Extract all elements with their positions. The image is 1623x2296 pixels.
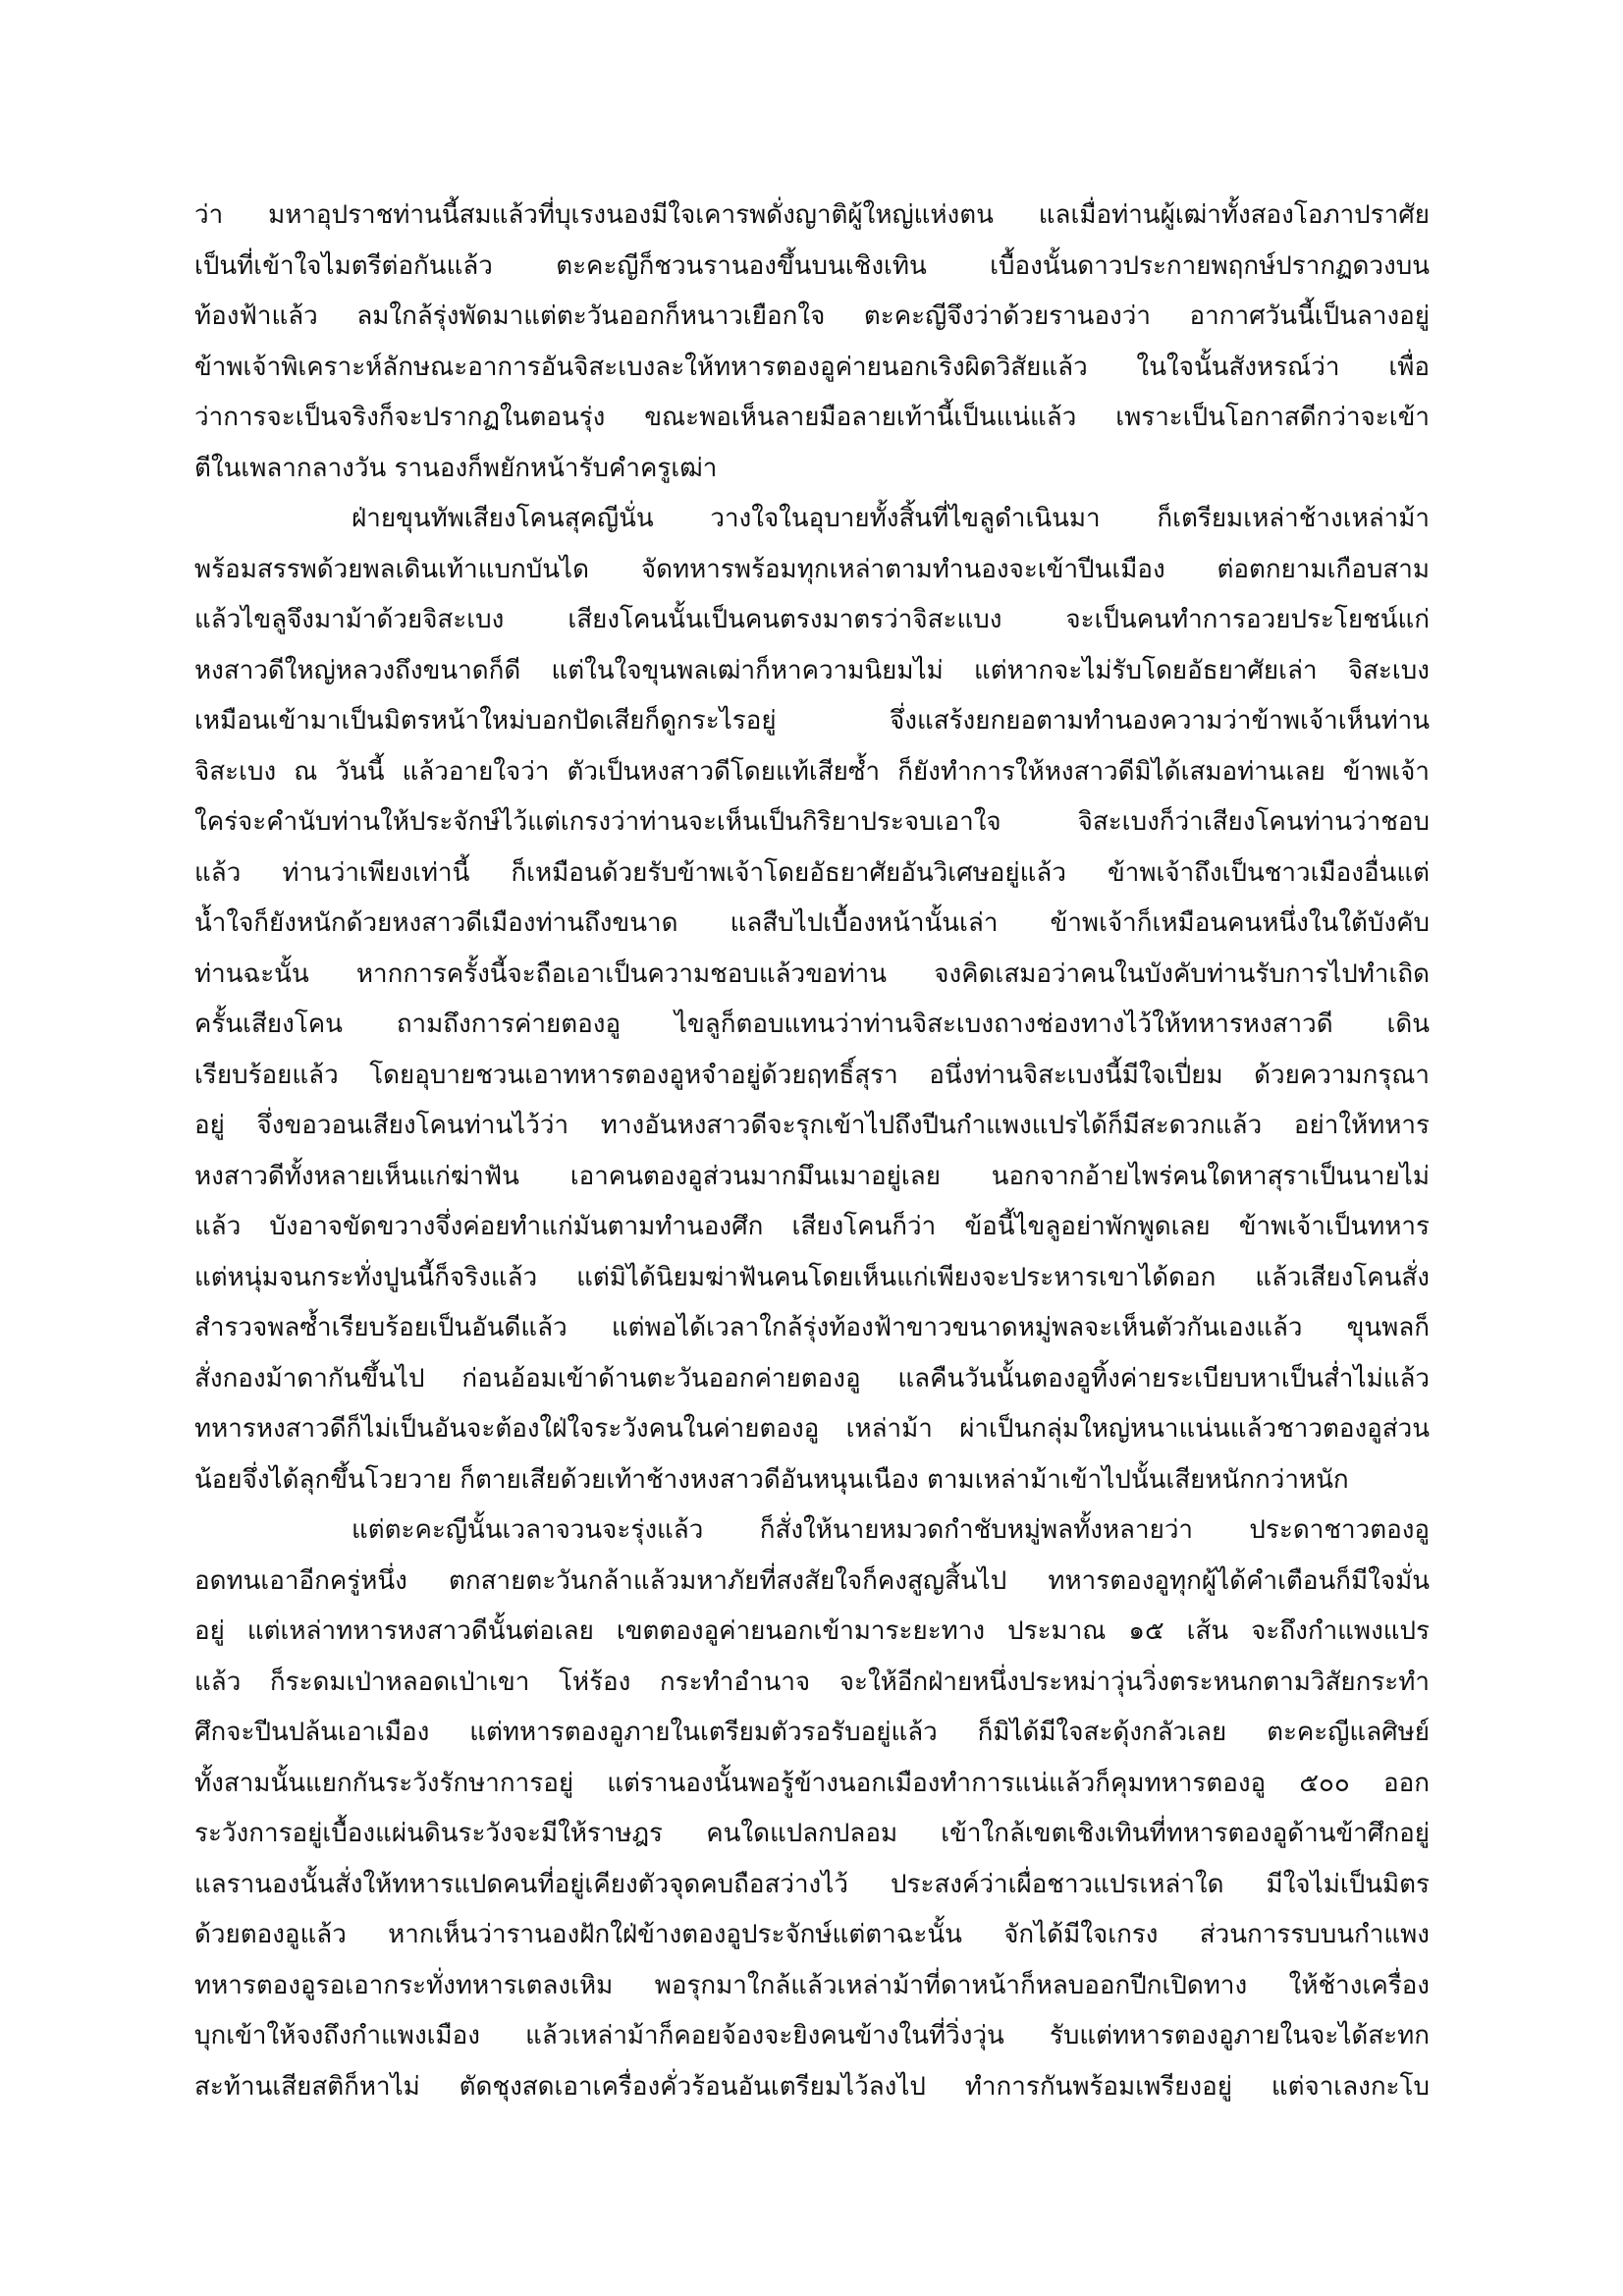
text-line: สะท้านเสียสติก็หาไม่ ตัดชุงสดเอาเครื่องคั่วร้อนอันเตรียมไว้ลงไป ทำการกันพร้อมเพรียงอยู่ แต่จาเลงกะโบ bbox=[194, 2071, 1430, 2102]
text-line: แล้ว ท่านว่าเพียงเท่านี้ ก็เหมือนด้วยรับข้าพเจ้าโดยอัธยาศัยอันวิเศษอยู่แล้ว ข้าพเจ้าถึงเป็นชาวเมืองอื่นแต่ bbox=[194, 857, 1430, 888]
text-line: ใคร่จะคำนับท่านให้ประจักษ์ไว้แต่เกรงว่าท่านจะเห็นเป็นกิริยาประจบเอาใจ จิสะเบงก็ว่าเสียงโคนท่านว่าชอบ bbox=[194, 807, 1430, 837]
text-line: ท้องฟ้าแล้ว ลมใกล้รุ่งพัดมาแต่ตะวันออกก็หนาวเยือกใจ ตะคะญีจึงว่าด้วยรานองว่า อากาศวันนี้เป็นลางอยู่ bbox=[194, 301, 1430, 331]
text-line: ว่า มหาอุปราชท่านนี้สมแล้วที่บุเรงนองมีใจเคารพดั่งญาติผู้ใหญ่แห่งตน แลเมื่อท่านผู้เฒ่าทั้งสองโอภาปราศัย bbox=[194, 200, 1430, 230]
text-line: ทหารตองอูรอเอากระทั่งทหารเตลงเหิม พอรุกมาใกล้แล้วเหล่าม้าที่ดาหน้าก็หลบออกปีกเปิดทาง ให้ช้างเครื่อง bbox=[194, 1970, 1430, 2000]
paragraph-2 bbox=[194, 494, 1430, 1505]
text-line: หงสาวดีใหญ่หลวงถึงขนาดก็ดี แต่ในใจขุนพลเฒ่าก็หาความนิยมไม่ แต่หากจะไม่รับโดยอัธยาศัยเล่า จิสะเบง bbox=[194, 655, 1430, 685]
paragraph-3 bbox=[194, 1505, 1430, 2112]
text-line: เป็นที่เข้าใจไมตรีต่อกันแล้ว ตะคะญีก็ชวนรานองขึ้นบนเชิงเทิน เบื้องนั้นดาวประกายพฤกษ์ปรากฏดวงบน bbox=[194, 250, 1430, 281]
document-body bbox=[194, 191, 1430, 2112]
text-line: ครั้นเสียงโคน ถามถึงการค่ายตองอู ไขลูก็ตอบแทนว่าท่านจิสะเบงถางช่องทางไว้ให้ทหารหงสาวดี เดิน bbox=[194, 1010, 1430, 1039]
text-line: ตีในเพลากลางวัน รานองก็พยักหน้ารับคำครูเฒ่า bbox=[194, 453, 718, 483]
text-line: ฝ่ายขุนทัพเสียงโคนสุคญีนั่น วางใจในอุบายทั้งสิ้นที่ไขลูดำเนินมา ก็เตรียมเหล่าช้างเหล่าม้า bbox=[352, 504, 1430, 533]
text-line: สำรวจพลซ้ำเรียบร้อยเป็นอันดีแล้ว แต่พอได้เวลาใกล้รุ่งท้องฟ้าขาวขนาดหมู่พลจะเห็นตัวกันเองแล้ว ขุนพลก็ bbox=[194, 1313, 1430, 1342]
text-line: หงสาวดีทั้งหลายเห็นแก่ฆ่าฟัน เอาคนตองอูส่วนมากมึนเมาอยู่เลย นอกจากอ้ายไพร่คนใดหาสุราเป็นนายไม่ bbox=[194, 1161, 1430, 1191]
text-line: แล้วไขลูจึงมาม้าด้วยจิสะเบง เสียงโคนนั้นเป็นคนตรงมาตรว่าจิสะแบง จะเป็นคนทำการอวยประโยชน์แก่ bbox=[194, 605, 1430, 634]
text-line: แล้ว ก็ระดมเป่าหลอดเป่าเขา โห่ร้อง กระทำอำนาจ จะให้อีกฝ่ายหนึ่งประหม่าวุ่นวิ่งตระหนกตามวิสัยกระทำ bbox=[194, 1667, 1430, 1697]
text-line: เหมือนเข้ามาเป็นมิตรหน้าใหม่บอกปัดเสียก็ดูกระไรอยู่ จึ่งแสร้งยกยอตามทำนองความว่าข้าพเจ้าเห็นท่าน bbox=[194, 706, 1430, 736]
text-line: แล้ว บังอาจขัดขวางจึ่งค่อยทำแก่มันตามทำนองศึก เสียงโคนก็ว่า ข้อนี้ไขลูอย่าพักพูดเลย ข้าพเจ้าเป็นทหาร bbox=[194, 1212, 1430, 1241]
text-line: ศึกจะปีนปล้นเอาเมือง แต่ทหารตองอูภายในเตรียมตัวรอรับอยู่แล้ว ก็มิได้มีใจสะดุ้งกลัวเลย ตะคะญีแลศิษย์ bbox=[194, 1718, 1430, 1747]
paragraph-1 bbox=[194, 191, 1430, 494]
text-line: สั่งกองม้าดากันขึ้นไป ก่อนอ้อมเข้าด้านตะวันออกค่ายตองอู แลคืนวันนั้นตองอูทิ้งค่ายระเบียบหาเป็นส่ำไม่แล้ว bbox=[194, 1363, 1430, 1394]
text-line: เรียบร้อยแล้ว โดยอุบายชวนเอาทหารตองอูหจำอยู่ด้วยฤทธิ์สุรา อนึ่งท่านจิสะเบงนี้มีใจเปี่ยม ด้วยความกรุณา bbox=[194, 1060, 1430, 1090]
text-line: ข้าพเจ้าพิเคราะห์ลักษณะอาการอันจิสะเบงละให้ทหารตองอูค่ายนอกเริงผิดวิสัยแล้ว ในใจนั้นสังหรณ์ว่า เพื่อ bbox=[194, 352, 1430, 382]
text-line: แต่ตะคะญีนั้นเวลาจวนจะรุ่งแล้ว ก็สั่งให้นายหมวดกำชับหมู่พลทั้งหลายว่า ประดาชาวตองอู bbox=[352, 1515, 1430, 1545]
text-line: ทหารหงสาวดีก็ไม่เป็นอันจะต้องใฝ่ใจระวังคนในค่ายตองอู เหล่าม้า ผ่าเป็นกลุ่มใหญ่หนาแน่นแล้วชาวตองอูส่วน bbox=[194, 1414, 1430, 1444]
text-line: จิสะเบง ณ วันนี้ แล้วอายใจว่า ตัวเป็นหงสาวดีโดยแท้เสียซ้ำ ก็ยังทำการให้หงสาวดีมิได้เสมอท่านเลย ข้าพเจ้า bbox=[194, 756, 1430, 787]
text-line: บุกเข้าให้จงถึงกำแพงเมือง แล้วเหล่าม้าก็คอยจ้องจะยิงคนข้างในที่วิ่งวุ่น รับแต่ทหารตองอูภายในจะได้สะทก bbox=[194, 2021, 1430, 2050]
text-line: แลรานองนั้นสั่งให้ทหารแปดคนที่อยู่เคียงตัวจุดคบถือสว่างไว้ ประสงค์ว่าเผื่อชาวแปรเหล่าใด มีใจไม่เป็นมิตร bbox=[194, 1869, 1430, 1899]
text-line: ทั้งสามนั้นแยกกันระวังรักษาการอยู่ แต่รานองนั้นพอรู้ข้างนอกเมืองทำการแน่แล้วก็คุมทหารตองอู ๕๐๐ ออก bbox=[194, 1768, 1430, 1798]
text-line: อยู่ แต่เหล่าทหารหงสาวดีนั้นต่อเลย เขตตองอูค่ายนอกเข้ามาระยะทาง ประมาณ ๑๕ เส้น จะถึงกำแพงแปร bbox=[194, 1616, 1430, 1646]
text-line: แต่หนุ่มจนกระทั่งปูนนี้ก็จริงแล้ว แต่มิได้นิยมฆ่าฟันคนโดยเห็นแก่เพียงจะประหารเขาได้ดอก แล้วเสียงโคนสั่ง bbox=[194, 1262, 1430, 1292]
text-line: ระวังการอยู่เบื้องแผ่นดินระวังจะมีให้ราษฎร คนใดแปลกปลอม เข้าใกล้เขตเชิงเทินที่ทหารตองอูด้านข้าศึกอยู่ bbox=[194, 1819, 1430, 1848]
text-line: ด้วยตองอูแล้ว หากเห็นว่ารานองฝักใฝ่ข้างตองอูประจักษ์แต่ตาฉะนั้น จักได้มีใจเกรง ส่วนการรบบนกำแพง bbox=[194, 1920, 1430, 1949]
text-line: พร้อมสรรพด้วยพลเดินเท้าแบกบันได จัดทหารพร้อมทุกเหล่าตามทำนองจะเข้าปีนเมือง ต่อตกยามเกือบสาม bbox=[194, 554, 1430, 584]
text-line: อยู่ จึ่งขอวอนเสียงโคนท่านไว้ว่า ทางอันหงสาวดีจะรุกเข้าไปถึงปีนกำแพงแปรได้ก็มีสะดวกแล้ว อย่าให้ทหาร bbox=[194, 1111, 1430, 1140]
text-line: อดทนเอาอีกครู่หนึ่ง ตกสายตะวันกล้าแล้วมหาภัยที่สงสัยใจก็คงสูญสิ้นไป ทหารตองอูทุกผู้ได้คำเตือนก็มีใจมั่น bbox=[194, 1565, 1430, 1596]
text-line: ว่าการจะเป็นจริงก็จะปรากฏในตอนรุ่ง ขณะพอเห็นลายมือลายเท้านี้เป็นแน่แล้ว เพราะเป็นโอกาสดีกว่าจะเข้า bbox=[194, 403, 1430, 432]
text-line: น้ำใจก็ยังหนักด้วยหงสาวดีเมืองท่านถึงขนาด แลสืบไปเบื้องหน้านั้นเล่า ข้าพเจ้าก็เหมือนคนหนึ่งในใต้บังคับ bbox=[194, 908, 1430, 938]
text-line: น้อยจึ่งได้ลุกขึ้นโวยวาย ก็ตายเสียด้วยเท้าช้างหงสาวดีอันหนุนเนือง ตามเหล่าม้าเข้าไปนั้นเสียหนักกว่าหนัก bbox=[194, 1464, 1349, 1495]
text-line: ท่านฉะนั้น หากการครั้งนี้จะถือเอาเป็นความชอบแล้วขอท่าน จงคิดเสมอว่าคนในบังคับท่านรับการไปทำเถิด bbox=[194, 958, 1430, 989]
